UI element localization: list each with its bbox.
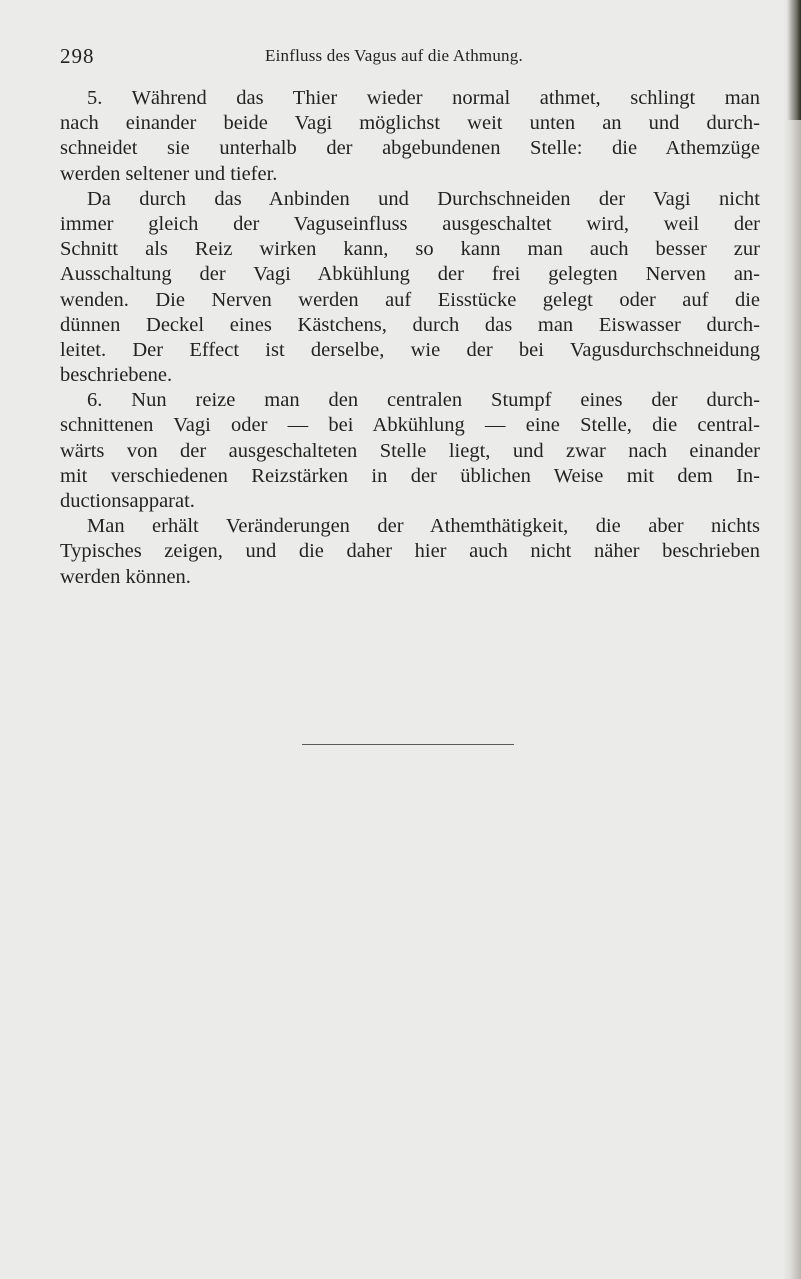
text-line: Ausschaltung der Vagi Abkühlung der frei gelegten Nerven an- [60,263,760,286]
paragraph-cooling [60,187,760,389]
text-line: 6. Nun reize man den centralen Stumpf eines der durch- [87,389,760,412]
text-line: nach einander beide Vagi möglichst weit unten an und durch- [60,112,760,135]
page-edge-shadow [783,0,801,1279]
text-line: Man erhält Veränderungen der Athemthätigkeit, die aber nichts [87,515,760,538]
text-line: Typisches zeigen, und die daher hier auch nicht näher beschrieben [60,540,760,563]
text-line: leitet. Der Effect ist derselbe, wie der bei Vagusdurchschneidung [60,338,760,361]
page-edge-dark-corner [787,0,801,120]
paragraph-5 [60,86,760,187]
text-line: werden seltener und tiefer. [60,162,278,185]
page-number: 298 [60,44,95,68]
text-line: schneidet sie unterhalb der abgebundenen Stelle: die Athemzüge [60,137,760,160]
text-line: schnittenen Vagi oder — bei Abkühlung — eine Stelle, die central- [60,414,760,437]
text-line: 5. Während das Thier wieder normal athmet, schlingt man [87,87,760,109]
paragraph-result [60,514,760,590]
section-divider-rule [302,744,514,745]
page-header [60,42,760,72]
text-line: beschriebene. [60,364,173,387]
text-line: Schnitt als Reiz wirken kann, so kann man auch besser zur [60,238,760,261]
text-line: immer gleich der Vaguseinfluss ausgeschaltet wird, weil der [60,212,760,235]
text-line: wenden. Die Nerven werden auf Eisstücke gelegt oder auf die [60,288,760,311]
text-line: Da durch das Anbinden und Durchschneiden der Vagi nicht [87,187,760,210]
text-line: werden können. [60,565,191,588]
text-line: wärts von der ausgeschalteten Stelle liegt, und zwar nach einander [60,439,760,462]
text-line: dünnen Deckel eines Kästchens, durch das man Eiswasser durch- [60,313,760,336]
running-title: Einfluss des Vagus auf die Athmung. [265,46,523,65]
text-line: mit verschiedenen Reizstärken in der üblichen Weise mit dem In- [60,464,760,487]
paragraph-6 [60,388,760,514]
text-line: ductionsapparat. [60,490,195,512]
body-text [60,86,760,590]
